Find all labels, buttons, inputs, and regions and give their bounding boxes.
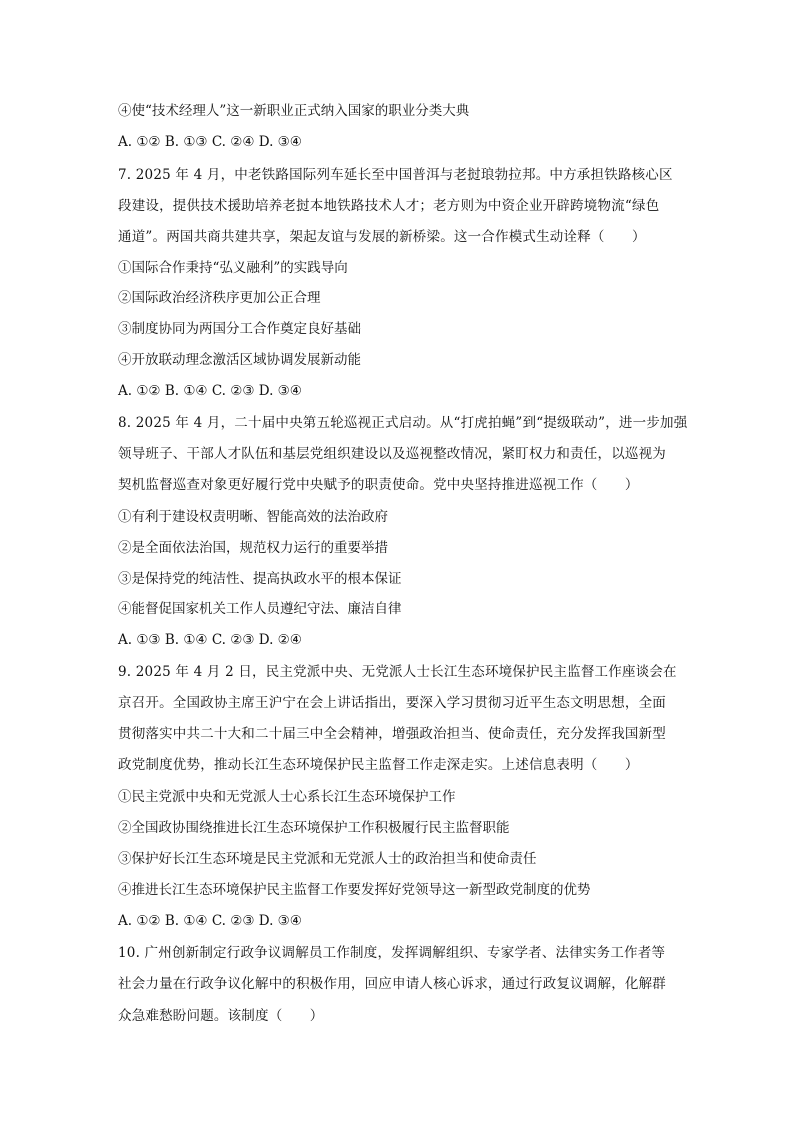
option-statement-4: ④使“技术经理人”这一新职业正式纳入国家的职业分类大典	[118, 103, 470, 119]
question-8-option-1: ①有利于建设权责明晰、智能高效的法治政府	[118, 509, 388, 525]
question-9-option-2: ②全国政协围绕推进长江生态环境保护工作积极履行民主监督职能	[118, 820, 510, 836]
question-8-stem-line-2: 领导班子、干部人才队伍和基层党组织建设以及巡视整改情况，紧盯权力和责任，以巡视为	[118, 446, 666, 462]
question-9-option-4: ④推进长江生态环境保护民主监督工作要发挥好党领导这一新型政党制度的优势	[118, 882, 591, 898]
question-8-stem-line-3: 契机监督巡查对象更好履行党中央赋予的职责使命。党中央坚持推进巡视工作（ ）	[118, 477, 639, 493]
answer-choices-q9: A. ①② B. ①④ C. ②③ D. ③④	[118, 913, 302, 929]
question-7-stem-line-3: 通道”。两国共商共建共享，架起友谊与发展的新桥梁。这一合作模式生动诠释（ ）	[118, 229, 646, 245]
question-7-option-2: ②国际政治经济秩序更加公正合理	[118, 290, 321, 306]
question-10-stem-line-3: 众急难愁盼问题。该制度（ ）	[118, 1008, 324, 1024]
question-7-option-1: ①国际合作秉持“弘义融利”的实践导向	[118, 260, 348, 276]
question-8-stem-line-1: 8. 2025 年 4 月，二十届中央第五轮巡视正式启动。从“打虎拍蝇”到“提级联动”，进一步加强	[118, 415, 688, 431]
question-10-stem-line-1: 10. 广州创新制定行政争议调解员工作制度，发挥调解组织、专家学者、法律实务工作者等	[118, 945, 666, 961]
answer-choices-q8: A. ①③ B. ①④ C. ②③ D. ②④	[118, 632, 302, 648]
question-10-stem-line-2: 社会力量在行政争议化解中的积极作用，回应申请人核心诉求，通过行政复议调解，化解群	[118, 976, 666, 992]
question-9-stem-line-2: 京召开。全国政协主席王沪宁在会上讲话指出，要深入学习贯彻习近平生态文明思想，全面	[118, 695, 666, 711]
question-7-stem-line-1: 7. 2025 年 4 月，中老铁路国际列车延长至中国普洱与老挝琅勃拉邦。中方承担铁路核心区	[118, 167, 673, 183]
answer-choices-q7: A. ①② B. ①④ C. ②③ D. ③④	[118, 383, 302, 399]
question-9-stem-line-3: 贯彻落实中共二十大和二十届三中全会精神，增强政治担当、使命责任，充分发挥我国新型	[118, 726, 666, 742]
answer-choices-q6: A. ①② B. ①③ C. ②④ D. ③④	[118, 134, 302, 150]
question-9-option-3: ③保护好长江生态环境是民主党派和无党派人士的政治担当和使命责任	[118, 851, 537, 867]
question-8-option-3: ③是保持党的纯洁性、提高执政水平的根本保证	[118, 571, 402, 587]
question-9-stem-line-4: 政党制度优势，推动长江生态环境保护民主监督工作走深走实。上述信息表明（ ）	[118, 757, 639, 773]
question-8-option-4: ④能督促国家机关工作人员遵纪守法、廉洁自律	[118, 601, 402, 617]
question-8-option-2: ②是全面依法治国，规范权力运行的重要举措	[118, 540, 388, 556]
question-7-option-3: ③制度协同为两国分工合作奠定良好基础	[118, 321, 361, 337]
question-7-option-4: ④开放联动理念激活区域协调发展新动能	[118, 352, 361, 368]
question-7-stem-line-2: 段建设，提供技术援助培养老挝本地铁路技术人才；老方则为中资企业开辟跨境物流“绿色	[118, 198, 660, 214]
question-9-option-1: ①民主党派中央和无党派人士心系长江生态环境保护工作	[118, 789, 456, 805]
question-9-stem-line-1: 9. 2025 年 4 月 2 日，民主党派中央、无党派人士长江生态环境保护民主监督工作座谈会在	[118, 664, 677, 680]
